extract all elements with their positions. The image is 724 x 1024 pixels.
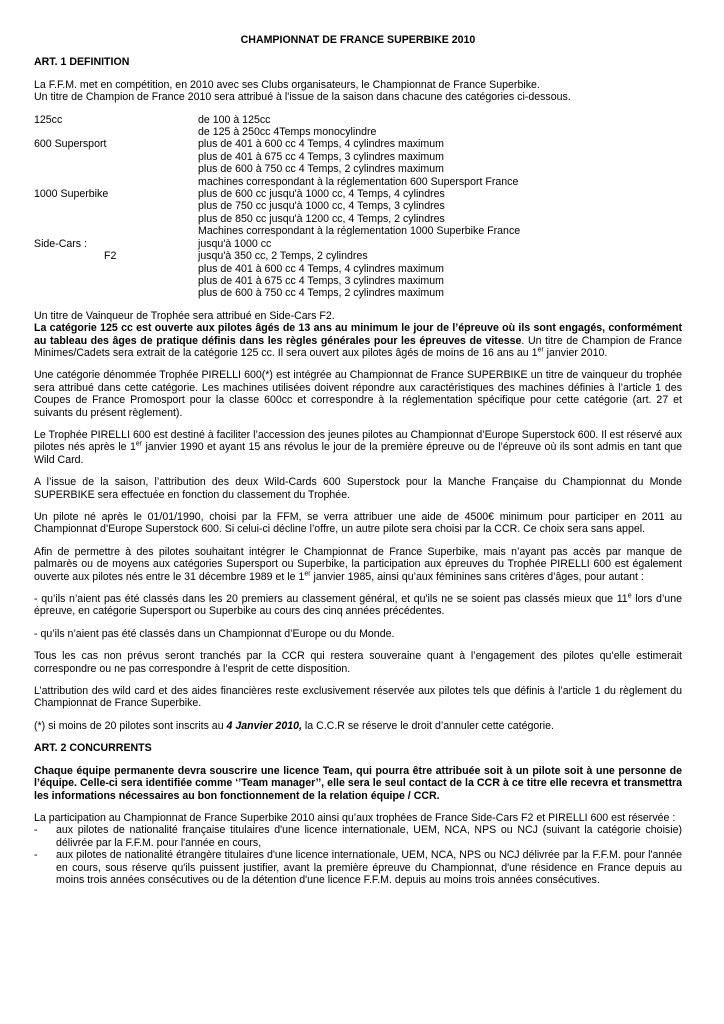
list-item-text: aux pilotes de nationalité française titulaires d'une licence internationale, UEM, NCA, NPS ou NCJ (suivant la catégorie choisie) délivrée par la F.F.M. pour l'année en cours,	[56, 824, 682, 849]
category-line: machines correspondant à la réglementation 600 Supersport France	[198, 175, 519, 188]
category-line: plus de 600 cc jusqu'à 1000 cc, 4 Temps, 4 cylindres	[198, 188, 445, 201]
category-line: plus de 401 à 600 cc 4 Temps, 4 cylindres maximum	[198, 262, 444, 275]
category-label: 1000 Superbike	[34, 188, 109, 201]
superscript: er	[304, 570, 311, 578]
bullet-dash: -	[34, 824, 38, 837]
category-line: plus de 600 à 750 cc 4 Temps, 2 cylindres maximum	[198, 163, 444, 176]
category-125	[34, 114, 682, 139]
paragraph-aide: Un pilote né après le 01/01/1990, choisi par la FFM, se verra attribuer une aide de 4500€ minimum pour participer en 2011 au Championnat d’Europe Superstock 600. Si celui-ci décline l’offre, un autre pilote sera choisi par la CCR. Ce choix sera sans appel.	[34, 511, 682, 536]
paragraph-pirelli-2	[34, 429, 682, 466]
list-item-text: aux pilotes de nationalité étrangère titulaires d'une licence internationale, UEM, NCA, NPS ou NCJ délivrée par la F.F.M. pour l'année en cours, sous réserve qu'ils puissent justifier, avant la première épreuve du Championnat, d'une résidence en France depuis au moins trois années consécutives ou de la détention d'une licence F.F.M. depuis au moins trois années consécutives.	[56, 849, 682, 886]
category-line: jusqu'à 1000 cc	[198, 237, 272, 250]
paragraph-pirelli-1: Une catégorie dénommée Trophée PIRELLI 600(*) est intégrée au Championnat de France SUPERBIKE un titre de vainqueur du trophée sera attribué dans cette catégorie. Les machines utilisées doivent répondre aux caractéristiques des machines définies à l’article 1 des Coupes de France Promosport pour la classe 600cc et correspondre à la réglementation spécifique pour cette catégorie (art. 27 et suivants du présent règlement).	[34, 369, 682, 419]
category-600-supersport	[34, 138, 682, 188]
paragraph-125cc	[34, 322, 682, 359]
superscript: e	[627, 592, 632, 600]
text-part: la C.C.R se réserve le droit d’annuler cette catégorie.	[301, 719, 554, 732]
text-part: (*) si moins de 20 pilotes sont inscrits au	[34, 719, 227, 732]
paragraph-condition-1	[34, 593, 682, 618]
paragraph-team-bold: Chaque équipe permanente devra souscrire une licence Team, qui pourra être attribuée soit à un pilote soit à une personne de l’équipe. Celle-ci sera identifiée comme ‘’Team manager’’, elle sera le seul contact de la CCR à ce titre elle recevra et transmettra les informations nécessaires au bon fonctionnement de la relation équipe / CCR.	[34, 764, 682, 802]
category-line: plus de 750 cc jusqu'à 1000 cc, 4 Temps, 3 cylindres	[198, 200, 445, 213]
note-date: 4 Janvier 2010,	[226, 719, 302, 732]
category-line: plus de 401 à 600 cc 4 Temps, 4 cylindres maximum	[198, 138, 444, 151]
paragraph-ccr: Tous les cas non prévus seront tranchés par la CCR qui restera souveraine quant à l’engagement des pilotes qu’elle estimerait correspondre ou ne pas correspondre à l’esprit de cette disposition.	[34, 650, 682, 675]
document-title: CHAMPIONNAT DE FRANCE SUPERBIKE 2010	[240, 34, 476, 46]
art1-intro-1: La F.F.M. met en compétition, en 2010 avec ses Clubs organisateurs, le Championnat de France Superbike.	[34, 78, 540, 91]
category-line: plus de 401 à 675 cc 4 Temps, 3 cylindres maximum	[198, 150, 444, 163]
paragraph-condition-2: - qu’ils n’aient pas été classés dans un Championnat d’Europe ou du Monde.	[34, 627, 395, 640]
paragraph-team	[34, 765, 682, 802]
paragraph-125cc-end: janvier 2010.	[543, 346, 608, 359]
category-1000-superbike	[34, 188, 682, 238]
category-line: plus de 850 cc jusqu'à 1200 cc, 4 Temps, 2 cylindres	[198, 212, 445, 225]
paragraph-wildcard: A l’issue de la saison, l’attribution des deux Wild-Cards 600 Superstock pour la Manche Française du Championnat du Monde SUPERBIKE sera effectuée en fonction du classement du Trophée.	[34, 476, 682, 501]
category-line: plus de 600 à 750 cc 4 Temps, 2 cylindres maximum	[198, 287, 444, 300]
category-line: de 125 à 250cc 4Temps monocylindre	[198, 126, 377, 139]
paragraph-afin	[34, 546, 682, 583]
bullet-dash: -	[34, 849, 38, 862]
text-part: Le Trophée PIRELLI 600 est destiné à faciliter l’accession des jeunes pilotes au Championnat d’Europe Superstock 600. Il est réservé aux pilotes nés après le 1	[34, 428, 682, 454]
text-part: janvier 1985, ainsi qu’aux féminines sans critères d’âges, pour autant :	[310, 570, 644, 583]
category-line: Machines correspondant à la réglementation 1000 Superbike France	[198, 225, 521, 238]
list-item	[34, 849, 682, 886]
paragraph-125cc-bold: La catégorie 125 cc est ouverte aux pilotes âgés de 13 ans au minimum le jour de l’épreuve où ils sont engagés, conformément au tableau des âges de pratique définis dans les règles générales pour les épreuves de vitesse	[34, 322, 682, 347]
superscript: er	[135, 440, 143, 448]
category-line: jusqu'à 350 cc, 2 Temps, 2 cylindres	[198, 250, 368, 263]
document-page	[34, 34, 682, 886]
art2-heading: ART. 2 CONCURRENTS	[34, 742, 152, 755]
text-part: - qu’ils n’aient pas été classés dans les 20 premiers au classement général, et qu'ils ne se soient pas classés mieux que 11	[34, 593, 628, 606]
text-part: lors d’une épreuve, en catégorie Supersport ou Superbike au cours des cinq années précédentes.	[34, 593, 682, 618]
category-side-cars	[34, 238, 682, 250]
text-part: Afin de permettre à des pilotes souhaitant intégrer le Championnat de France Superbike, mais n’ayant pas accès par manque de palmarès ou de moyens aux catégories Supersport ou Superbike, la participation aux épreuves du Trophée PIRELLI 600 est également ouverte aux pilotes nés entre le 31 décembre 1989 et le 1	[34, 545, 682, 583]
paragraph-attribution: L’attribution des wild card et des aides financières reste exclusivement réservée aux pilotes tels que définis à l’article 1 du règlement du Championnat de France Superbike.	[34, 685, 682, 710]
category-label: F2	[104, 250, 117, 263]
paragraph-note	[34, 720, 682, 732]
category-line: plus de 401 à 675 cc 4 Temps, 3 cylindres maximum	[198, 274, 444, 287]
category-label: Side-Cars :	[34, 237, 87, 250]
paragraph-125cc-text: . Un titre de Champion de France Minimes/Cadets sera extrait de la catégorie 125 cc. Il sera ouvert aux pilotes âgés de moins de 16 ans au 1	[34, 334, 682, 359]
category-list	[34, 114, 682, 300]
category-label: 125cc	[34, 113, 63, 126]
art1-intro-2: Un titre de Champion de France 2010 sera attribué à l'issue de la saison dans chacune des catégories ci-dessous.	[34, 91, 571, 104]
text-part: janvier 1990 et ayant 15 ans révolus le jour de la première épreuve ou de l’épreuve où ils sont admis en tant que Wild Card.	[34, 441, 682, 466]
list-item	[34, 824, 682, 849]
superscript: er	[537, 346, 544, 354]
category-label: 600 Supersport	[34, 138, 107, 151]
paragraph-participation: La participation au Championnat de France Superbike 2010 ainsi qu’aux trophées de France Side-Cars F2 et PIRELLI 600 est réservée :	[34, 811, 676, 824]
category-line: de 100 à 125cc	[198, 113, 271, 126]
category-f2	[34, 250, 682, 300]
art1-heading: ART. 1 DEFINITION	[34, 56, 130, 69]
trophy-sidecars-text: Un titre de Vainqueur de Trophée sera attribué en Side-Cars F2.	[34, 309, 335, 322]
